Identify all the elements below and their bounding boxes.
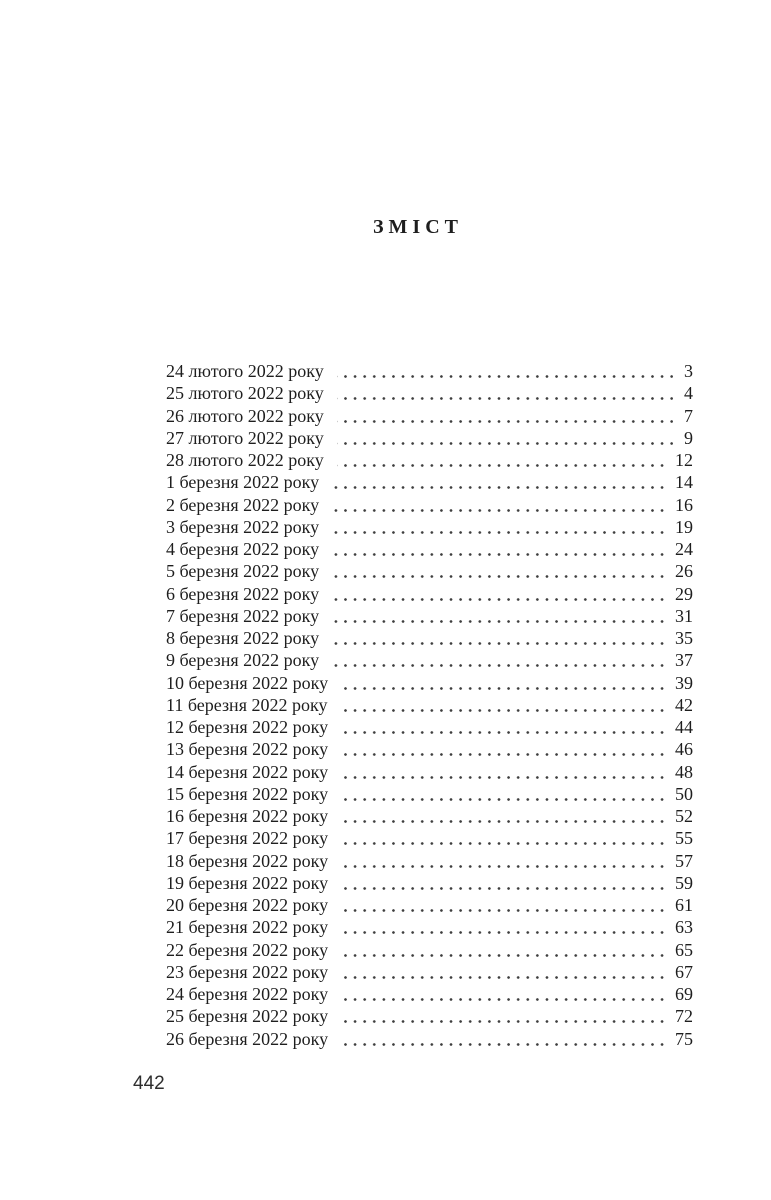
toc-entry bbox=[166, 894, 693, 916]
toc-entry-page: 7 bbox=[673, 405, 693, 427]
toc-entry-label: 11 березня 2022 року bbox=[166, 694, 340, 716]
toc-entry-page: 67 bbox=[664, 961, 693, 983]
toc-entry-label: 2 березня 2022 року bbox=[166, 494, 332, 516]
toc-entry-page: 48 bbox=[664, 761, 693, 783]
toc-entry bbox=[166, 382, 693, 404]
toc-entry-page: 14 bbox=[664, 471, 693, 493]
toc-entry-page: 26 bbox=[664, 560, 693, 582]
toc-entry bbox=[166, 427, 693, 449]
toc-entry-label: 14 березня 2022 року bbox=[166, 761, 341, 783]
toc-entry-label: 1 березня 2022 року bbox=[166, 471, 332, 493]
toc-entry bbox=[166, 449, 693, 471]
toc-entry-page: 3 bbox=[673, 360, 693, 382]
toc-entry bbox=[166, 672, 693, 694]
toc-entry-label: 6 березня 2022 року bbox=[166, 583, 332, 605]
toc-entry bbox=[166, 716, 693, 738]
toc-entry bbox=[166, 961, 693, 983]
toc-entry-page: 39 bbox=[664, 672, 693, 694]
toc-entry bbox=[166, 649, 693, 671]
toc-entry-label: 26 березня 2022 року bbox=[166, 1028, 341, 1050]
toc-entry bbox=[166, 783, 693, 805]
toc-entry-label: 9 березня 2022 року bbox=[166, 649, 332, 671]
toc-entry-label: 25 лютого 2022 року bbox=[166, 382, 337, 404]
toc-entry-label: 18 березня 2022 року bbox=[166, 850, 341, 872]
toc-entry-label: 17 березня 2022 року bbox=[166, 827, 341, 849]
toc-entry-page: 44 bbox=[664, 716, 693, 738]
toc-entry bbox=[166, 1028, 693, 1050]
toc-entry bbox=[166, 1005, 693, 1027]
toc-entry-page: 42 bbox=[664, 694, 693, 716]
toc-entry-label: 13 березня 2022 року bbox=[166, 738, 341, 760]
toc-entry-label: 26 лютого 2022 року bbox=[166, 405, 337, 427]
toc-entry-page: 12 bbox=[664, 449, 693, 471]
toc-entry-page: 65 bbox=[664, 939, 693, 961]
toc-entry bbox=[166, 939, 693, 961]
toc-entry bbox=[166, 516, 693, 538]
toc-entry bbox=[166, 805, 693, 827]
toc-entry-page: 37 bbox=[664, 649, 693, 671]
toc-entry-label: 28 лютого 2022 року bbox=[166, 449, 337, 471]
toc-entry bbox=[166, 494, 693, 516]
toc-entry-page: 46 bbox=[664, 738, 693, 760]
page-number: 442 bbox=[133, 1073, 165, 1094]
toc-entry-page: 9 bbox=[673, 427, 693, 449]
toc-entry-label: 3 березня 2022 року bbox=[166, 516, 332, 538]
toc-list bbox=[166, 360, 693, 1050]
toc-entry-label: 22 березня 2022 року bbox=[166, 939, 341, 961]
toc-entry-label: 24 лютого 2022 року bbox=[166, 360, 337, 382]
toc-entry bbox=[166, 560, 693, 582]
toc-entry bbox=[166, 761, 693, 783]
toc-entry-page: 4 bbox=[673, 382, 693, 404]
toc-entry-page: 61 bbox=[664, 894, 693, 916]
toc-entry-page: 19 bbox=[664, 516, 693, 538]
toc-entry-label: 8 березня 2022 року bbox=[166, 627, 332, 649]
toc-entry-label: 27 лютого 2022 року bbox=[166, 427, 337, 449]
toc-entry-label: 10 березня 2022 року bbox=[166, 672, 341, 694]
toc-entry-label: 7 березня 2022 року bbox=[166, 605, 332, 627]
toc-entry-page: 31 bbox=[664, 605, 693, 627]
toc-entry bbox=[166, 983, 693, 1005]
toc-entry bbox=[166, 827, 693, 849]
toc-entry-page: 50 bbox=[664, 783, 693, 805]
toc-entry-page: 52 bbox=[664, 805, 693, 827]
toc-entry bbox=[166, 583, 693, 605]
toc-entry-label: 25 березня 2022 року bbox=[166, 1005, 341, 1027]
toc-entry-page: 55 bbox=[664, 827, 693, 849]
toc-entry-label: 16 березня 2022 року bbox=[166, 805, 341, 827]
toc-entry-label: 23 березня 2022 року bbox=[166, 961, 341, 983]
toc-entry bbox=[166, 872, 693, 894]
toc-entry-label: 24 березня 2022 року bbox=[166, 983, 341, 1005]
toc-entry-page: 63 bbox=[664, 916, 693, 938]
toc-entry-label: 21 березня 2022 року bbox=[166, 916, 341, 938]
toc-entry-label: 15 березня 2022 року bbox=[166, 783, 341, 805]
toc-entry bbox=[166, 738, 693, 760]
toc-entry-label: 12 березня 2022 року bbox=[166, 716, 341, 738]
toc-entry bbox=[166, 605, 693, 627]
toc-entry-label: 4 березня 2022 року bbox=[166, 538, 332, 560]
toc-entry-page: 72 bbox=[664, 1005, 693, 1027]
toc-entry bbox=[166, 538, 693, 560]
toc-entry bbox=[166, 471, 693, 493]
toc-entry-page: 69 bbox=[664, 983, 693, 1005]
toc-entry-label: 19 березня 2022 року bbox=[166, 872, 341, 894]
toc-entry-page: 75 bbox=[664, 1028, 693, 1050]
toc-entry bbox=[166, 850, 693, 872]
toc-entry bbox=[166, 360, 693, 382]
toc-entry-page: 59 bbox=[664, 872, 693, 894]
toc-entry-page: 57 bbox=[664, 850, 693, 872]
toc-entry bbox=[166, 916, 693, 938]
toc-entry-page: 16 bbox=[664, 494, 693, 516]
toc-entry bbox=[166, 405, 693, 427]
toc-entry-page: 35 bbox=[664, 627, 693, 649]
toc-entry-label: 5 березня 2022 року bbox=[166, 560, 332, 582]
toc-entry-page: 24 bbox=[664, 538, 693, 560]
toc-entry-page: 29 bbox=[664, 583, 693, 605]
toc-entry-label: 20 березня 2022 року bbox=[166, 894, 341, 916]
toc-entry bbox=[166, 627, 693, 649]
toc-entry bbox=[166, 694, 693, 716]
page-title: ЗМІСТ bbox=[373, 216, 463, 238]
